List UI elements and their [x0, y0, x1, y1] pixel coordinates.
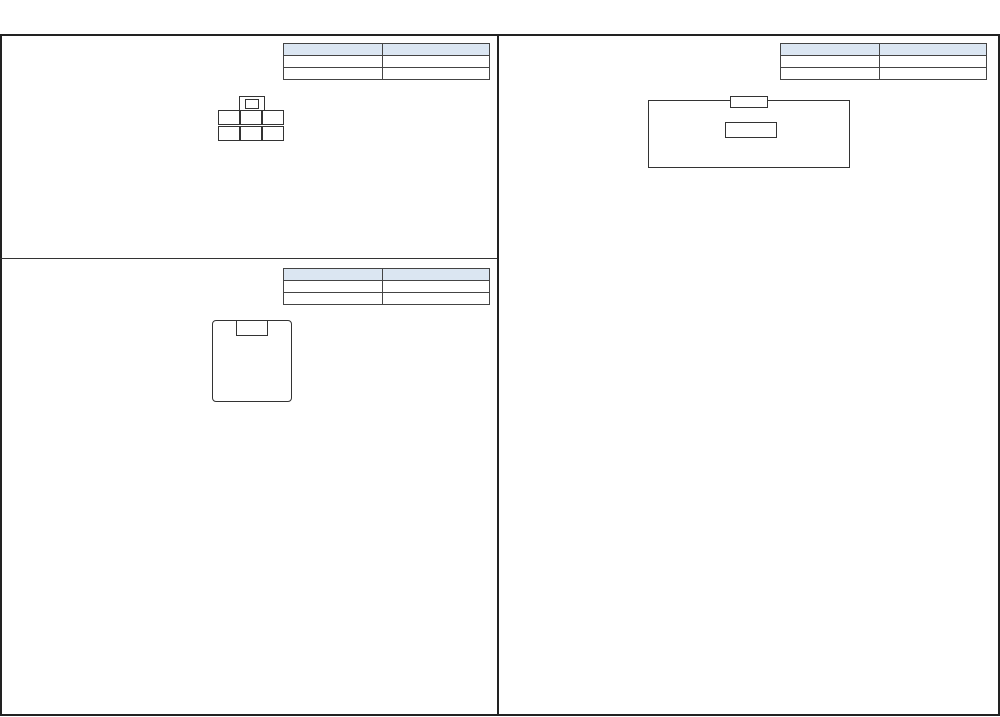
info-value: [383, 269, 490, 281]
pin-cell: [218, 110, 240, 125]
info-value: [383, 44, 490, 56]
info-value: [880, 44, 987, 56]
page-frame: [0, 36, 1000, 716]
info-key: [284, 56, 383, 68]
info-value: [383, 281, 490, 293]
pin-cell: [240, 126, 262, 141]
info-value: [383, 293, 490, 305]
pin-cell: [240, 110, 262, 125]
m06-info-table: [780, 43, 987, 80]
section-divider: [0, 258, 497, 259]
info-key: [781, 68, 880, 80]
info-key: [284, 269, 383, 281]
info-value: [880, 68, 987, 80]
pin-cell: [218, 126, 240, 141]
m03-info-table: [283, 43, 490, 80]
pin-cell: [262, 110, 284, 125]
info-value: [383, 68, 490, 80]
info-value: [383, 56, 490, 68]
info-key: [284, 293, 383, 305]
info-value: [880, 56, 987, 68]
info-key: [284, 281, 383, 293]
page-header: [0, 0, 1000, 36]
column-divider: [497, 36, 499, 716]
info-key: [284, 68, 383, 80]
info-key: [781, 56, 880, 68]
pin-cell: [262, 126, 284, 141]
info-key: [284, 44, 383, 56]
info-key: [781, 44, 880, 56]
m04-info-table: [283, 268, 490, 305]
